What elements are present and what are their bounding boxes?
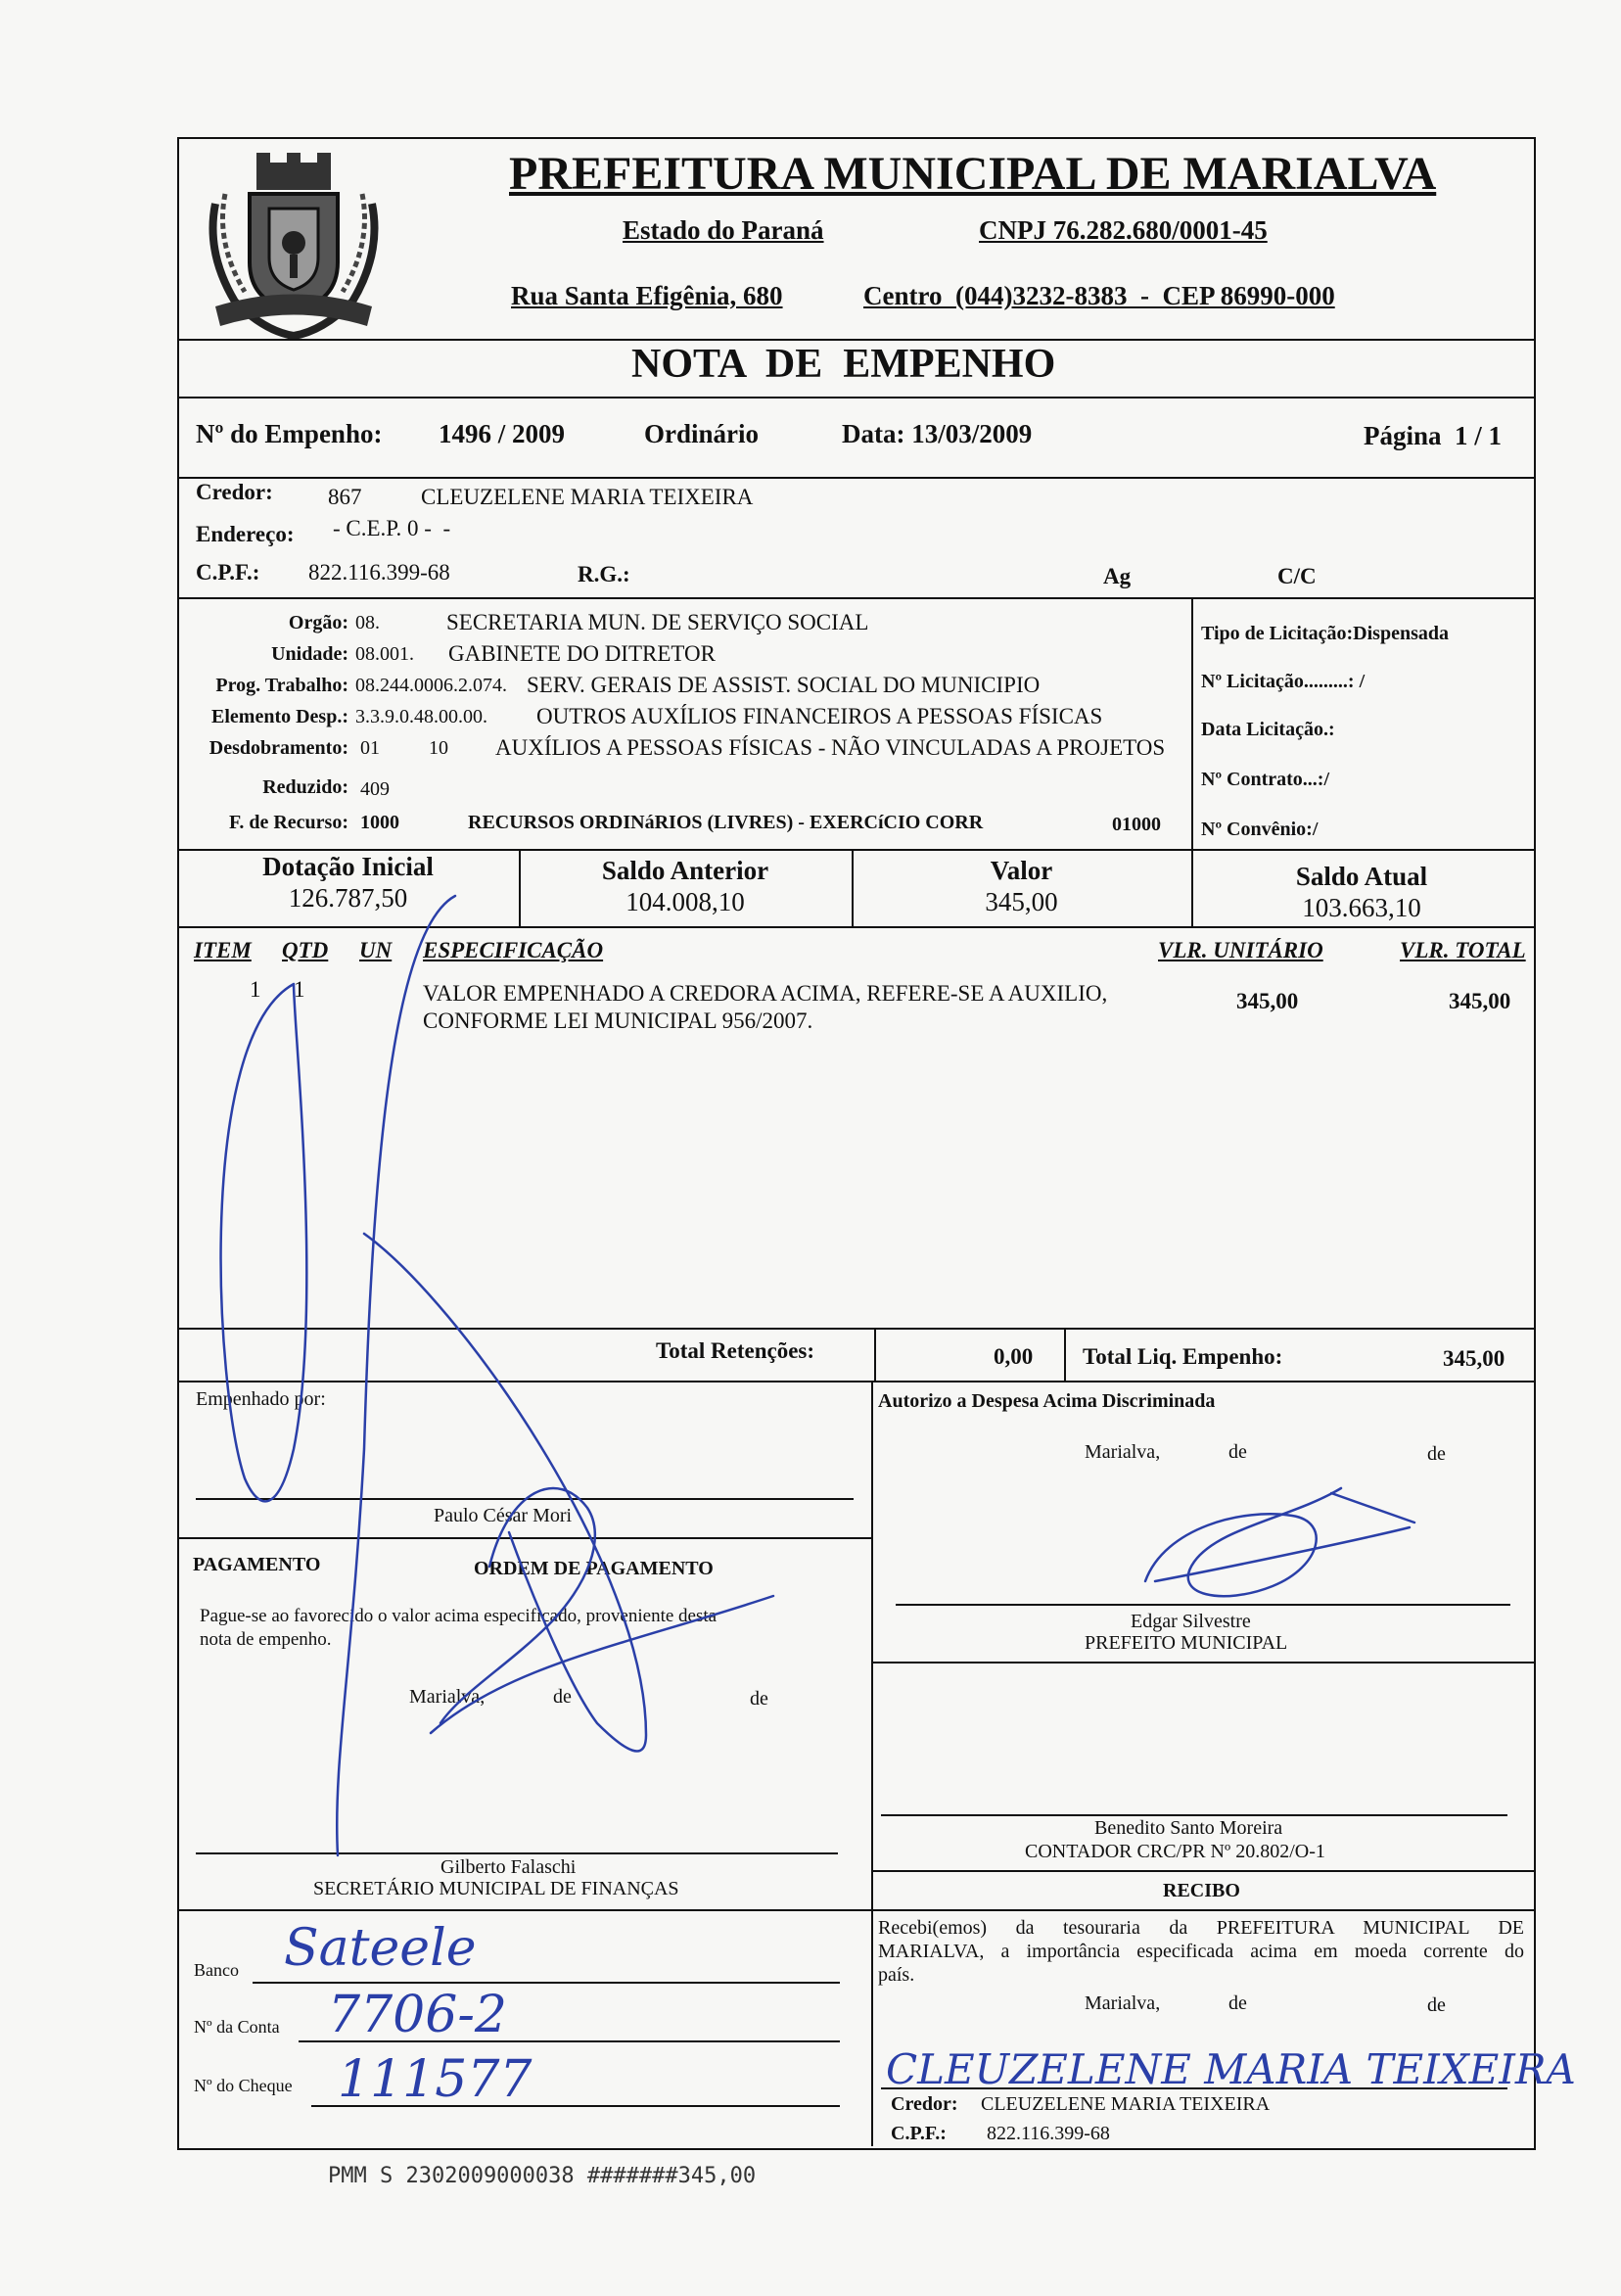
autorizo-local: Marialva, xyxy=(1085,1441,1161,1463)
signature-stroke-large-loop xyxy=(337,896,646,1855)
prefeito-nome: Edgar Silvestre xyxy=(1131,1611,1251,1632)
address-value: - C.E.P. 0 - - xyxy=(333,516,451,540)
recibo-de-2: de xyxy=(1427,1994,1446,2016)
empenhado-nome: Paulo César Mori xyxy=(434,1505,573,1526)
ordem-pagamento-label: ORDEM DE PAGAMENTO xyxy=(474,1558,714,1579)
orgao-name: SECRETARIA MUN. DE SERVIÇO SOCIAL xyxy=(446,610,869,634)
unidade-name: GABINETE DO DITRETOR xyxy=(448,641,716,666)
reduzido-label: Reduzido: xyxy=(262,776,348,798)
desdobramento-code1: 01 xyxy=(360,737,380,759)
desdobramento-label: Desdobramento: xyxy=(208,737,348,759)
secretario-nome: Gilberto Falaschi xyxy=(440,1856,577,1878)
pagamento-local: Marialva, xyxy=(409,1686,486,1708)
item-desc-line1: VALOR EMPENHADO A CREDORA ACIMA, REFERE-SE A AUXILIO, xyxy=(423,981,1108,1006)
item-unit-value: 345,00 xyxy=(1236,989,1299,1013)
empenho-number-label: Nº do Empenho: xyxy=(196,419,383,448)
saldo-atual-value: 103.663,10 xyxy=(1302,893,1421,922)
credor-code: 867 xyxy=(328,485,362,509)
signature-stroke-prefeito xyxy=(1145,1488,1414,1596)
prefeito-cargo: PREFEITO MUNICIPAL xyxy=(1085,1632,1288,1654)
autorizo-de-2: de xyxy=(1427,1443,1446,1465)
recibo-texto-1: Recebi(emos) da tesouraria da PREFEITURA MUNICIPAL DE xyxy=(878,1917,1524,1939)
contador-cargo: CONTADOR CRC/PR Nº 20.802/O-1 xyxy=(1025,1841,1325,1862)
item-desc-line2: CONFORME LEI MUNICIPAL 956/2007. xyxy=(423,1008,813,1033)
col-vlr-total: VLR. TOTAL xyxy=(1400,938,1526,962)
licitacao-data: Data Licitação.: xyxy=(1201,719,1335,740)
recibo-cpf-label: C.P.F.: xyxy=(891,2123,947,2144)
recibo-credor-nome: CLEUZELENE MARIA TEIXEIRA xyxy=(981,2093,1271,2115)
secretario-cargo: SECRETÁRIO MUNICIPAL DE FINANÇAS xyxy=(313,1878,679,1899)
empenho-type: Ordinário xyxy=(644,419,760,448)
conta-value: 7706-2 xyxy=(328,1986,507,2044)
credor-label: Credor: xyxy=(196,480,273,504)
liq-empenho-label: Total Liq. Empenho: xyxy=(1083,1344,1283,1369)
orgao-code: 08. xyxy=(355,612,380,633)
item-number: 1 xyxy=(250,977,261,1002)
page-number: Página 1 / 1 xyxy=(1364,421,1503,450)
empenho-number: 1496 / 2009 xyxy=(439,419,566,448)
orgao-label: Orgão: xyxy=(288,612,348,633)
recibo-texto-2: MARIALVA, a importância especificada acima em moeda corrente do xyxy=(878,1941,1524,1962)
prog-code: 08.244.0006.2.074. xyxy=(355,675,507,696)
conta-label: Nº da Conta xyxy=(194,2017,280,2037)
pagamento-texto-1: Pague-se ao favorecido o valor acima especificado, proveniente desta xyxy=(200,1606,718,1626)
cpf-value: 822.116.399-68 xyxy=(308,560,450,585)
col-qtd: QTD xyxy=(282,938,329,962)
valor-label: Valor xyxy=(990,856,1053,885)
item-total-value: 345,00 xyxy=(1449,989,1511,1013)
address-label: Endereço: xyxy=(196,522,295,546)
autorizo-de-1: de xyxy=(1228,1441,1247,1463)
recurso-code: 1000 xyxy=(360,812,399,833)
cheque-label: Nº do Cheque xyxy=(194,2076,293,2095)
autorizo-label: Autorizo a Despesa Acima Discriminada xyxy=(878,1390,1216,1412)
unidade-code: 08.001. xyxy=(355,643,414,665)
signature-stroke-empenho xyxy=(221,984,307,1501)
machine-authentication: PMM S 2302009000038 #######345,00 xyxy=(328,2164,757,2188)
rg-label: R.G.: xyxy=(578,562,630,586)
cheque-value: 111577 xyxy=(338,2050,533,2109)
col-vlr-unitario: VLR. UNITÁRIO xyxy=(1158,938,1323,962)
desdobramento-name: AUXÍLIOS A PESSOAS FÍSICAS - NÃO VINCULADAS A PROJETOS xyxy=(495,735,1166,760)
cc-label: C/C xyxy=(1277,564,1317,588)
col-item: ITEM xyxy=(194,938,252,962)
pagamento-texto-2: nota de empenho. xyxy=(200,1629,332,1650)
recibo-cpf: 822.116.399-68 xyxy=(987,2123,1110,2144)
unidade-label: Unidade: xyxy=(271,643,348,665)
desdobramento-code2: 10 xyxy=(429,737,448,759)
licitacao-numero: Nº Licitação.........: / xyxy=(1201,671,1366,692)
pagamento-de-2: de xyxy=(750,1688,768,1710)
recurso-label: F. de Recurso: xyxy=(228,812,348,833)
elemento-code: 3.3.9.0.48.00.00. xyxy=(355,706,487,727)
elemento-name: OUTROS AUXÍLIOS FINANCEIROS A PESSOAS FÍSICAS xyxy=(536,704,1103,728)
col-especificacao: ESPECIFICAÇÃO xyxy=(423,938,604,962)
pagamento-de-1: de xyxy=(553,1686,572,1708)
reduzido-value: 409 xyxy=(360,778,390,800)
signature-stroke-mori xyxy=(431,1488,773,1733)
credor-signature-text: CLEUZELENE MARIA TEIXEIRA xyxy=(886,2045,1576,2093)
liq-empenho-value: 345,00 xyxy=(1443,1346,1505,1371)
saldo-anterior-value: 104.008,10 xyxy=(625,887,745,916)
dotacao-label: Dotação Inicial xyxy=(262,852,434,881)
recurso-name: RECURSOS ORDINáRIOS (LIVRES) - EXERCíCIO CORR xyxy=(468,812,984,833)
contador-nome: Benedito Santo Moreira xyxy=(1094,1817,1283,1839)
prog-name: SERV. GERAIS DE ASSIST. SOCIAL DO MUNICIPIO xyxy=(527,673,1041,697)
cnpj: CNPJ 76.282.680/0001-45 xyxy=(979,215,1268,245)
recibo-texto-3: país. xyxy=(878,1964,915,1986)
dotacao-value: 126.787,50 xyxy=(288,883,408,913)
col-un: UN xyxy=(359,938,393,962)
recibo-credor-label: Credor: xyxy=(891,2093,958,2115)
saldo-anterior-label: Saldo Anterior xyxy=(601,856,769,885)
empenhado-label: Empenhado por: xyxy=(196,1388,326,1410)
recibo-title: RECIBO xyxy=(1163,1880,1240,1901)
retencoes-value: 0,00 xyxy=(994,1344,1034,1369)
elemento-label: Elemento Desp.: xyxy=(211,706,348,727)
banco-label: Banco xyxy=(194,1960,239,1980)
recibo-local: Marialva, xyxy=(1085,1992,1161,2014)
saldo-atual-label: Saldo Atual xyxy=(1295,862,1428,891)
item-qty: 1 xyxy=(294,977,305,1002)
municipality-title: PREFEITURA MUNICIPAL DE MARIALVA xyxy=(509,148,1437,200)
valor-value: 345,00 xyxy=(985,887,1058,916)
street-address: Rua Santa Efigênia, 680 xyxy=(511,281,783,310)
pagamento-label: PAGAMENTO xyxy=(193,1554,321,1575)
recurso-code2: 01000 xyxy=(1112,814,1161,835)
banco-value: Sateele xyxy=(284,1919,477,1978)
credor-name: CLEUZELENE MARIA TEIXEIRA xyxy=(421,485,754,509)
document-title: NOTA DE EMPENHO xyxy=(631,342,1056,387)
contrato-numero: Nº Contrato...:/ xyxy=(1201,769,1330,790)
empenho-date: Data: 13/03/2009 xyxy=(842,419,1033,448)
convenio-numero: Nº Convênio:/ xyxy=(1201,819,1319,840)
retencoes-label: Total Retenções: xyxy=(656,1338,815,1363)
ag-label: Ag xyxy=(1103,564,1132,588)
recibo-de-1: de xyxy=(1228,1992,1247,2014)
contact-info: Centro (044)3232-8383 - CEP 86990-000 xyxy=(863,281,1335,310)
licitacao-tipo: Tipo de Licitação:Dispensada xyxy=(1201,623,1449,644)
state-name: Estado do Paraná xyxy=(623,215,824,245)
cpf-label: C.P.F.: xyxy=(196,560,260,585)
prog-label: Prog. Trabalho: xyxy=(215,675,348,696)
